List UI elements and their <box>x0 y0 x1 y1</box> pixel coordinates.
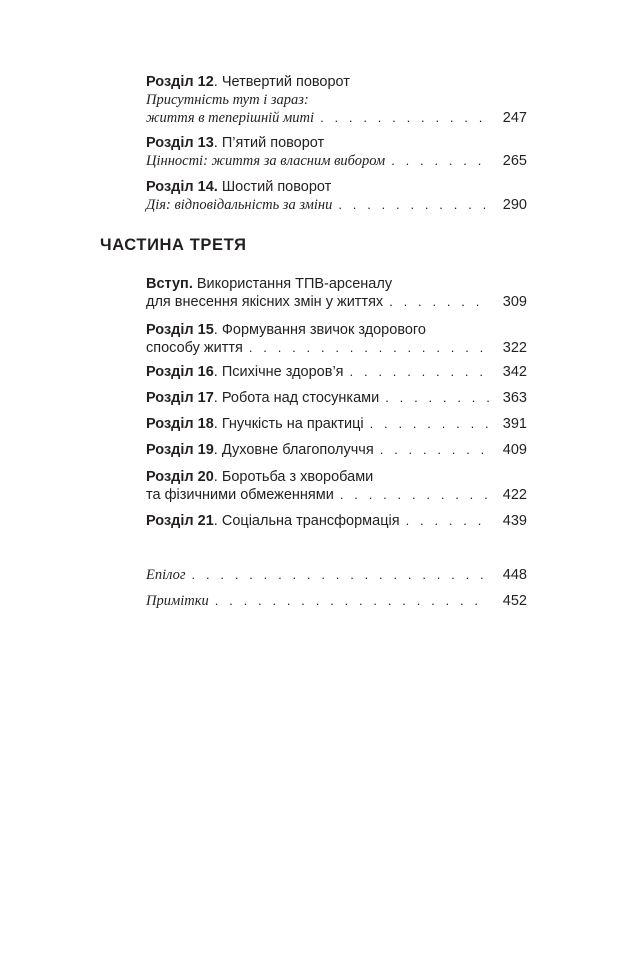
back-matter-title: Примітки <box>146 593 209 609</box>
chapter-label: Розділ 18 <box>146 416 214 432</box>
chapter-title: . Боротьба з хворобами <box>213 469 374 485</box>
page-number: 290 <box>502 197 527 213</box>
leader-dots <box>249 339 489 357</box>
chapter-label: Розділ 21 <box>146 513 214 529</box>
leader-dots <box>370 415 489 433</box>
toc-entry-chapter-21[interactable] <box>146 512 527 530</box>
chapter-label: Розділ 14. <box>146 179 218 195</box>
leader-dots <box>380 441 489 459</box>
page-number: 322 <box>502 340 527 356</box>
toc-entry-chapter-16[interactable] <box>146 363 527 381</box>
toc-entry-chapter-19[interactable] <box>146 441 527 459</box>
leader-dots <box>192 566 489 584</box>
toc-entry-epilogue[interactable] <box>146 566 527 584</box>
chapter-title-continued: для внесення якісних змін у життях <box>146 294 384 310</box>
toc-entry-chapter-15[interactable] <box>146 321 527 357</box>
leader-dots <box>389 293 489 311</box>
chapter-label: Розділ 12 <box>146 74 214 90</box>
page-number: 448 <box>502 567 527 583</box>
chapter-subtitle: Присутність тут і зараз: <box>146 92 309 108</box>
page-number: 422 <box>502 487 527 503</box>
chapter-title: . П’ятий поворот <box>213 135 325 151</box>
chapter-title: . Четвертий поворот <box>213 74 350 90</box>
chapter-title: . Психічне здоров’я <box>213 364 344 380</box>
chapter-title-continued: способу життя <box>146 340 243 356</box>
chapter-title: Використання ТПВ-арсеналу <box>192 276 393 292</box>
leader-dots <box>340 486 489 504</box>
chapter-label: Розділ 17 <box>146 390 214 406</box>
chapter-subtitle: Цінності: життя за власним вибором <box>146 153 386 169</box>
chapter-title: . Соціальна трансформація <box>213 513 400 529</box>
toc-entry-chapter-13[interactable] <box>146 134 527 170</box>
page-number: 265 <box>502 153 527 169</box>
toc-entry-chapter-14[interactable] <box>146 178 527 214</box>
page-number: 452 <box>502 593 527 609</box>
chapter-label: Розділ 20 <box>146 469 214 485</box>
toc-entry-chapter-18[interactable] <box>146 415 527 433</box>
toc-entry-chapter-17[interactable] <box>146 389 527 407</box>
chapter-label: Розділ 13 <box>146 135 214 151</box>
leader-dots <box>350 363 489 381</box>
chapter-title: . Духовне благополуччя <box>213 442 374 458</box>
chapter-title: Шостий поворот <box>217 179 332 195</box>
chapter-title: . Гнучкість на практиці <box>213 416 364 432</box>
chapter-label: Розділ 15 <box>146 322 214 338</box>
chapter-subtitle: життя в теперішній миті <box>146 110 315 126</box>
chapter-label: Розділ 16 <box>146 364 214 380</box>
page-number: 409 <box>502 442 527 458</box>
page-number: 363 <box>502 390 527 406</box>
leader-dots <box>406 512 489 530</box>
leader-dots <box>385 389 489 407</box>
chapter-title-continued: та фізичними обмеженнями <box>146 487 334 503</box>
chapter-title: . Формування звичок здорового <box>213 322 426 338</box>
chapter-label: Вступ. <box>146 276 193 292</box>
chapter-title: . Робота над стосунками <box>213 390 380 406</box>
leader-dots <box>391 152 489 170</box>
chapter-label: Розділ 19 <box>146 442 214 458</box>
page-number: 439 <box>502 513 527 529</box>
leader-dots <box>338 196 489 214</box>
leader-dots <box>215 592 489 610</box>
page-number: 247 <box>502 110 527 126</box>
page-number: 391 <box>502 416 527 432</box>
page-number: 342 <box>502 364 527 380</box>
leader-dots <box>320 109 489 127</box>
back-matter-title: Епілог <box>146 567 186 583</box>
part-three-heading: ЧАСТИНА ТРЕТЯ <box>100 236 247 254</box>
toc-entry-intro[interactable] <box>146 275 527 311</box>
toc-entry-chapter-12[interactable] <box>146 73 527 127</box>
toc-entry-chapter-20[interactable] <box>146 468 527 504</box>
chapter-subtitle: Дія: відповідальність за зміни <box>146 197 333 213</box>
toc-entry-notes[interactable] <box>146 592 527 610</box>
page-number: 309 <box>502 294 527 310</box>
